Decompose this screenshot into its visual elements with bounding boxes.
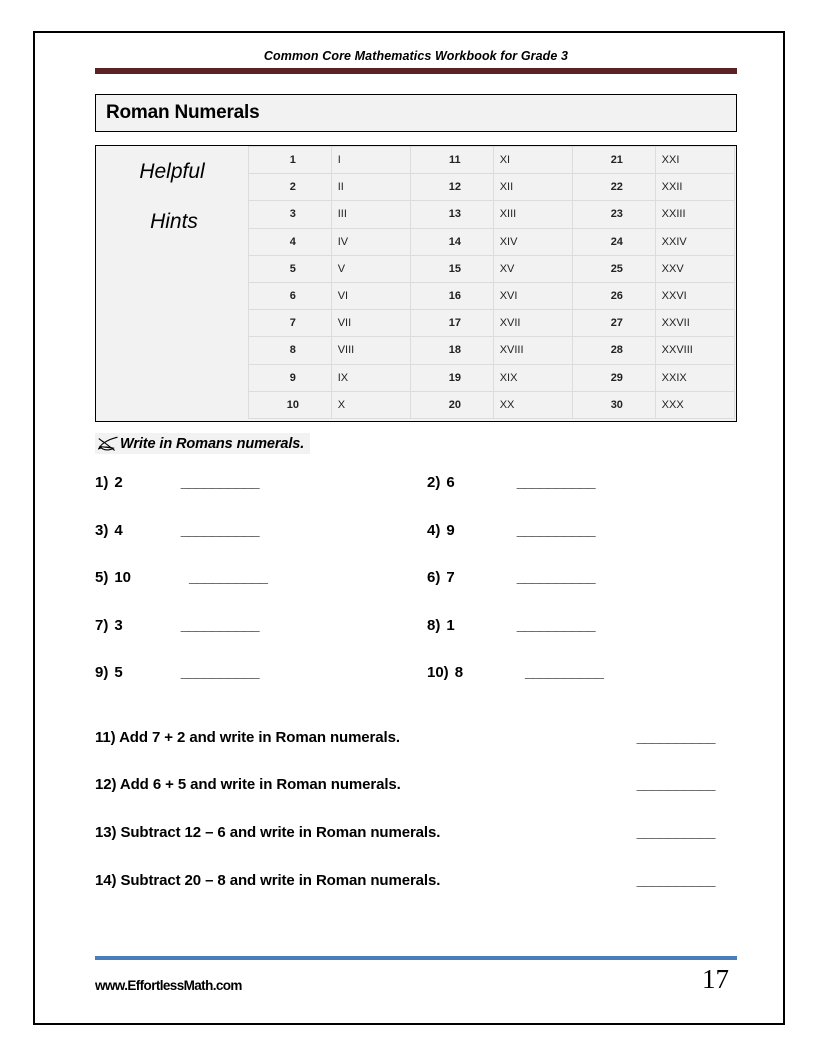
cell-roman: XXVIII <box>655 337 734 364</box>
exercise-value: 5 <box>114 664 123 681</box>
cell-arabic: 13 <box>410 201 493 228</box>
worksheet-page <box>33 31 785 1025</box>
cell-arabic: 3 <box>249 201 332 228</box>
table-row <box>249 310 735 337</box>
exercise-item <box>95 664 405 681</box>
answer-blank[interactable]: __________ <box>189 569 268 586</box>
exercise-number: 6) <box>427 569 441 586</box>
exercise-row <box>95 474 737 522</box>
cell-arabic: 16 <box>410 282 493 309</box>
cell-roman: X <box>331 391 410 418</box>
cell-roman: XIV <box>493 228 572 255</box>
exercise-item <box>405 664 737 681</box>
helpful-hints-label <box>96 146 248 421</box>
footer-rule <box>95 956 737 960</box>
answer-blank[interactable]: __________ <box>636 728 715 746</box>
word-problem-list <box>95 729 737 920</box>
exercise-row <box>95 522 737 570</box>
answer-blank[interactable]: __________ <box>180 664 260 681</box>
table-row <box>249 174 735 201</box>
word-problem-text: 13) Subtract 12 – 6 and write in Roman numerals. <box>95 823 441 841</box>
exercise-item <box>405 522 737 539</box>
cell-arabic: 14 <box>410 228 493 255</box>
exercise-number: 2) <box>427 474 441 491</box>
cell-arabic: 20 <box>410 391 493 418</box>
exercise-item <box>95 569 405 586</box>
cell-arabic: 23 <box>572 201 655 228</box>
cell-arabic: 25 <box>572 255 655 282</box>
exercise-number: 4) <box>427 521 441 539</box>
cell-arabic: 6 <box>249 282 332 309</box>
exercise-number: 5) <box>95 569 109 586</box>
exercise-value: 7 <box>446 569 455 586</box>
roman-numeral-reference-table-wrap <box>248 146 736 421</box>
cell-roman: XXII <box>655 174 734 201</box>
cell-roman: VII <box>331 310 410 337</box>
table-row <box>249 147 735 174</box>
exercise-value: 6 <box>446 474 455 491</box>
exercise-number: 9) <box>95 664 109 681</box>
cell-arabic: 17 <box>410 310 493 337</box>
cell-arabic: 26 <box>572 282 655 309</box>
cell-arabic: 11 <box>410 147 493 174</box>
page-title: Roman Numerals <box>106 102 260 123</box>
exercise-value: 8 <box>454 664 464 681</box>
instruction-banner <box>95 433 310 454</box>
answer-blank[interactable]: __________ <box>636 823 715 841</box>
exercise-number: 8) <box>427 616 441 634</box>
word-problem-text: 11) Add 7 + 2 and write in Roman numerals. <box>95 728 400 746</box>
cell-arabic: 21 <box>572 147 655 174</box>
hints-label-line1: Helpful <box>139 160 205 183</box>
cell-roman: XXI <box>655 147 734 174</box>
exercise-item <box>95 522 405 539</box>
running-header: Common Core Mathematics Workbook for Grade 3 <box>263 49 569 63</box>
cell-roman: XXVI <box>655 282 734 309</box>
table-row <box>249 337 735 364</box>
cell-roman: III <box>331 201 410 228</box>
cell-roman: II <box>331 174 410 201</box>
exercise-item <box>405 474 737 491</box>
exercise-item <box>405 569 737 586</box>
cell-arabic: 22 <box>572 174 655 201</box>
table-row <box>249 228 735 255</box>
cell-roman: V <box>331 255 410 282</box>
exercise-value: 3 <box>114 616 123 634</box>
cell-arabic: 4 <box>249 228 332 255</box>
word-problem-row <box>95 872 737 920</box>
cell-arabic: 9 <box>249 364 332 391</box>
cell-arabic: 5 <box>249 255 332 282</box>
cell-arabic: 1 <box>249 147 332 174</box>
cell-roman: XII <box>493 174 572 201</box>
exercise-list <box>95 474 737 712</box>
exercise-item <box>95 474 405 491</box>
instruction-text: Write in Romans numerals. <box>120 435 305 452</box>
cell-arabic: 8 <box>249 337 332 364</box>
page-footer <box>95 956 737 993</box>
word-problem-row <box>95 729 737 777</box>
exercise-number: 3) <box>95 521 109 539</box>
roman-numeral-reference-table <box>248 146 735 419</box>
table-row <box>249 255 735 282</box>
answer-blank[interactable]: __________ <box>636 776 715 794</box>
cell-roman: IX <box>331 364 410 391</box>
cell-arabic: 2 <box>249 174 332 201</box>
cell-arabic: 15 <box>410 255 493 282</box>
cell-arabic: 10 <box>249 391 332 418</box>
answer-blank[interactable]: __________ <box>636 871 715 889</box>
answer-blank[interactable]: __________ <box>180 521 260 539</box>
exercise-item <box>95 617 405 634</box>
exercise-row <box>95 569 737 617</box>
quill-pen-icon <box>98 435 119 452</box>
cell-arabic: 19 <box>410 364 493 391</box>
word-problem-row <box>95 824 737 872</box>
cell-arabic: 27 <box>572 310 655 337</box>
header-rule <box>95 68 737 74</box>
answer-blank[interactable]: __________ <box>180 474 260 491</box>
cell-arabic: 24 <box>572 228 655 255</box>
cell-roman: XXIX <box>655 364 734 391</box>
exercise-value: 9 <box>446 521 455 539</box>
exercise-value: 4 <box>114 521 123 539</box>
exercise-value: 10 <box>114 569 132 586</box>
cell-roman: XVII <box>493 310 572 337</box>
cell-roman: IV <box>331 228 410 255</box>
cell-roman: XI <box>493 147 572 174</box>
hints-label-line2: Hints <box>150 210 198 233</box>
table-row <box>249 391 735 418</box>
cell-roman: XXIII <box>655 201 734 228</box>
exercise-row <box>95 664 737 712</box>
cell-arabic: 28 <box>572 337 655 364</box>
cell-roman: XXX <box>655 391 734 418</box>
exercise-value: 1 <box>446 616 455 634</box>
word-problem-text: 12) Add 6 + 5 and write in Roman numerals. <box>95 776 401 794</box>
exercise-number: 1) <box>95 474 109 491</box>
helpful-hints-box <box>95 145 737 422</box>
cell-arabic: 29 <box>572 364 655 391</box>
cell-roman: VIII <box>331 337 410 364</box>
cell-arabic: 7 <box>249 310 332 337</box>
cell-arabic: 30 <box>572 391 655 418</box>
exercise-value: 2 <box>114 474 123 491</box>
answer-blank[interactable]: __________ <box>516 474 596 491</box>
answer-blank[interactable]: __________ <box>516 569 596 586</box>
cell-roman: XVIII <box>493 337 572 364</box>
cell-roman: XV <box>493 255 572 282</box>
exercise-number: 10) <box>427 664 449 681</box>
cell-roman: XIX <box>493 364 572 391</box>
cell-arabic: 18 <box>410 337 493 364</box>
cell-roman: XXVII <box>655 310 734 337</box>
word-problem-text: 14) Subtract 20 – 8 and write in Roman numerals. <box>95 871 441 889</box>
section-title-box <box>95 94 737 132</box>
table-row <box>249 364 735 391</box>
exercise-item <box>405 617 737 634</box>
cell-roman: VI <box>331 282 410 309</box>
footer-website[interactable]: www.EffortlessMath.com <box>95 978 242 993</box>
answer-blank[interactable]: __________ <box>516 521 596 539</box>
answer-blank[interactable]: __________ <box>525 664 604 681</box>
exercise-number: 7) <box>95 616 109 634</box>
cell-arabic: 12 <box>410 174 493 201</box>
footer-row <box>95 966 737 993</box>
cell-roman: XXV <box>655 255 734 282</box>
cell-roman: I <box>331 147 410 174</box>
cell-roman: XX <box>493 391 572 418</box>
page-content <box>95 43 737 1013</box>
word-problem-row <box>95 776 737 824</box>
cell-roman: XXIV <box>655 228 734 255</box>
table-row <box>249 201 735 228</box>
cell-roman: XIII <box>493 201 572 228</box>
table-row <box>249 282 735 309</box>
exercise-row <box>95 617 737 665</box>
answer-blank[interactable]: __________ <box>516 616 596 634</box>
page-number: 17 <box>702 964 729 994</box>
cell-roman: XVI <box>493 282 572 309</box>
answer-blank[interactable]: __________ <box>180 616 260 634</box>
